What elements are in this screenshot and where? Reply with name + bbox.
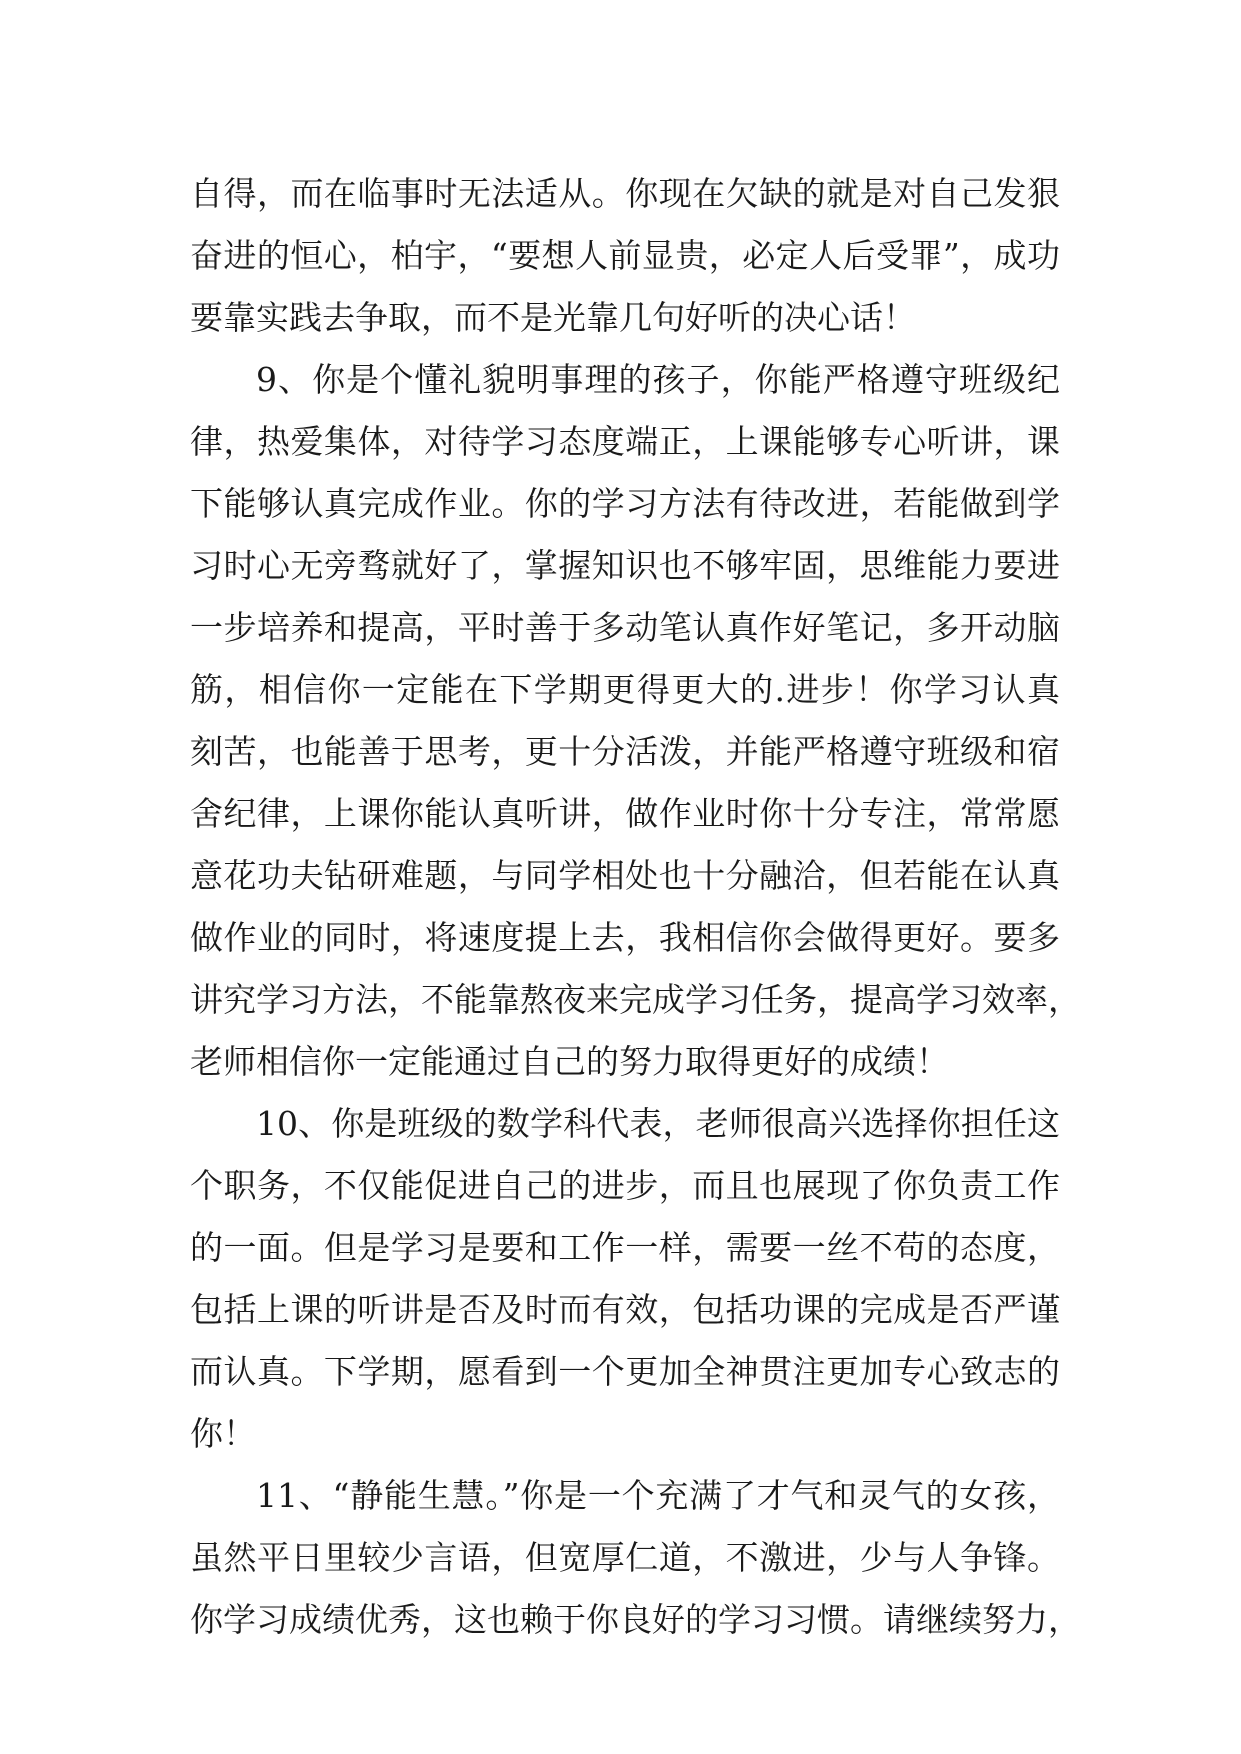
text-line: 虽然平日里较少言语，但宽厚仁道，不激进，少与人争锋。: [190, 1538, 1060, 1577]
text-line: 包括上课的听讲是否及时而有效，包括功课的完成是否严谨: [190, 1290, 1060, 1329]
text-line: 10、你是班级的数学科代表，老师很高兴选择你担任这: [256, 1104, 1060, 1143]
text-line: 做作业的同时，将速度提上去，我相信你会做得更好。要多: [190, 918, 1060, 957]
text-line: 意花功夫钻研难题，与同学相处也十分融洽，但若能在认真: [190, 856, 1060, 895]
text-line: 个职务，不仅能促进自己的进步，而且也展现了你负责工作: [190, 1166, 1060, 1205]
text-line: 你学习成绩优秀，这也赖于你良好的学习习惯。请继续努力，: [190, 1600, 1081, 1639]
text-line: 要靠实践去争取，而不是光靠几句好听的决心话！: [190, 298, 916, 337]
text-line: 讲究学习方法，不能靠熬夜来完成学习任务，提高学习效率，: [190, 980, 1081, 1019]
text-line: 下能够认真完成作业。你的学习方法有待改进，若能做到学: [190, 484, 1060, 523]
text-line: 而认真。下学期，愿看到一个更加全神贯注更加专心致志的: [190, 1352, 1060, 1391]
text-line: 奋进的恒心，柏宇，“要想人前显贵，必定人后受罪”，成功: [190, 236, 1060, 275]
text-line: 筋，相信你一定能在下学期更得更大的.进步！你学习认真: [190, 670, 1060, 709]
text-line: 律，热爱集体，对待学习态度端正，上课能够专心听讲，课: [190, 422, 1060, 461]
document-body: [190, 163, 1081, 1651]
text-line: 舍纪律，上课你能认真听讲，做作业时你十分专注，常常愿: [190, 794, 1060, 833]
text-line: 自得，而在临事时无法适从。你现在欠缺的就是对自己发狠: [190, 174, 1060, 213]
text-line: 11、“静能生慧。”你是一个充满了才气和灵气的女孩，: [256, 1476, 1060, 1515]
text-line: 你！: [190, 1414, 256, 1453]
text-line: 老师相信你一定能通过自己的努力取得更好的成绩！: [190, 1042, 949, 1081]
text-line: 一步培养和提高，平时善于多动笔认真作好笔记，多开动脑: [190, 608, 1060, 647]
text-line: 习时心无旁骛就好了，掌握知识也不够牢固，思维能力要进: [190, 546, 1060, 585]
text-line: 9、你是个懂礼貌明事理的孩子，你能严格遵守班级纪: [256, 360, 1060, 399]
text-line: 刻苦，也能善于思考，更十分活泼，并能严格遵守班级和宿: [190, 732, 1060, 771]
text-line: 的一面。但是学习是要和工作一样，需要一丝不苟的态度，: [190, 1228, 1060, 1267]
